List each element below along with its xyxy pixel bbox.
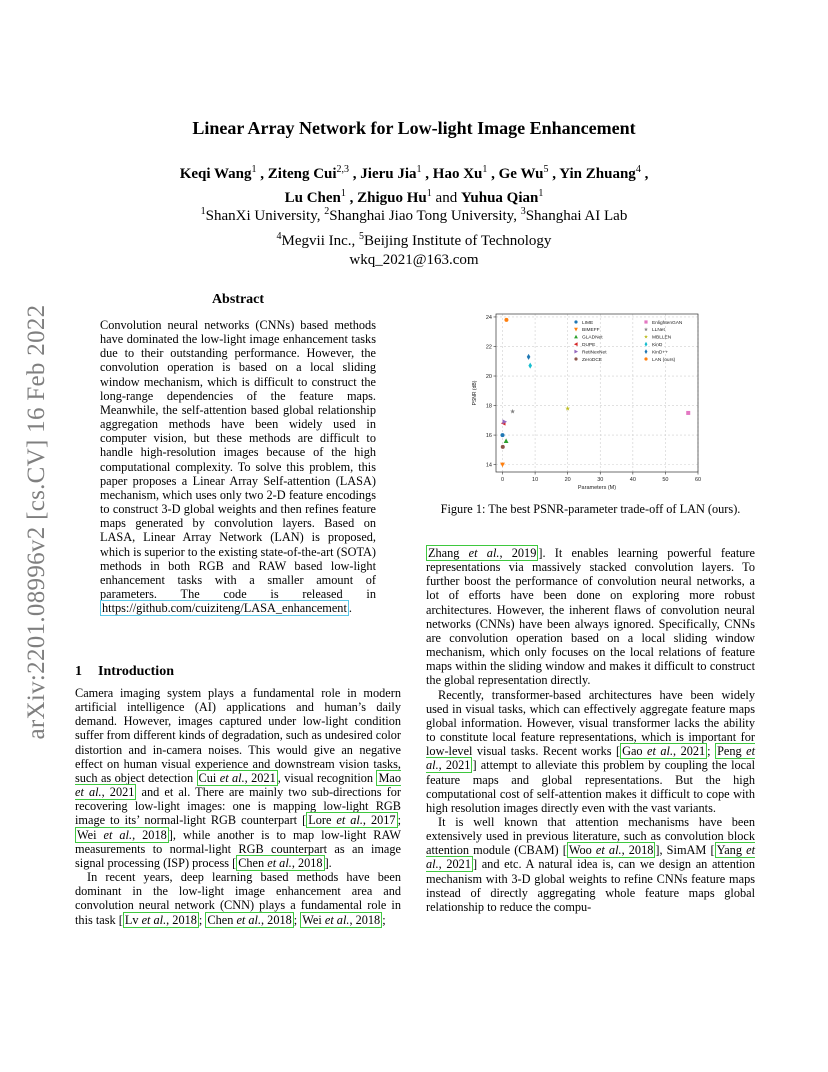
legend-label: ZeroDCE [582,357,602,363]
legend-label: LAN (ours) [652,357,676,363]
author-name: Lu Chen$^1$ [284,188,346,206]
code-link[interactable]: https://github.com/cuiziteng/LASA_enhancement [102,601,347,616]
abstract-text [100,318,376,615]
legend-label: KinD++ [652,350,668,356]
citation-link[interactable]: Zhang et al., 2019 [428,546,537,560]
legend-label: BIMEFF [582,328,600,334]
citation-link[interactable]: Lv et al., 2018 [124,912,197,927]
legend-marker [574,335,578,339]
author-name: Zhiguo Hu$^1$ [357,188,432,206]
right-column [426,546,755,914]
author-name: Yin Zhuang$^4$ [559,164,641,182]
author-name: Hao Xu$^1$ [432,164,488,182]
affiliations-line-2: $^4$Megvii Inc., $^5$Beijing Institute of Technology [276,230,552,249]
citation-link[interactable]: Cui et al., 2021 [198,770,276,785]
author-name: Keqi Wang$^1$ [179,164,257,182]
abstract-heading: Abstract [211,292,265,307]
legend-label: LIME [582,320,594,326]
abstract-end: . [348,601,352,616]
figure-caption: Figure 1: The best PSNR-parameter trade-off of LAN (ours). [440,502,741,516]
author-name: Jieru Jia$^1$ [360,164,422,182]
authors-line-1: Keqi Wang$^1$ , Ziteng Cui$^{2,3}$ , Jieru Jia$^1$ , Hao Xu$^1$ , Ge Wu$^5$ , Yin Zhuang$^4$ , [179,164,649,182]
and-word: and [431,190,461,206]
legend-label: DUPE [582,343,596,348]
affiliation-name: Shanghai Jiao Tong University [329,208,514,224]
citation-link[interactable]: Wei et al., 2018 [77,827,167,842]
x-tick-label: 30 [597,477,604,483]
author-name: Yuhua Qian$^1$ [460,188,544,206]
citation-link[interactable]: Woo et al., 2018 [568,843,654,858]
citation-link[interactable]: Wei et al., 2018 [302,912,381,927]
citation-link[interactable]: Gao et al., 2021 [622,744,706,759]
paper-title: Linear Array Network for Low-light Image Enhancement [192,118,636,138]
x-tick-label: 10 [532,477,539,483]
citation-link[interactable]: Peng et al., 2021 [426,744,755,773]
authors-line-2: Lu Chen$^1$ , Zhiguo Hu$^1$ and Yuhua Qian$^1$ [284,188,544,206]
y-tick-label: 14 [485,462,492,469]
arxiv-id-text: arXiv:2201.08996v2 [cs.CV] 16 Feb 2022 [23,304,50,740]
x-tick-label: 50 [662,477,669,483]
chart-svg [468,308,712,492]
y-tick-label: 24 [485,314,492,321]
y-axis-label: PSNR (dB) [472,380,478,406]
x-axis-label: Parameters (M) [577,485,617,491]
citation-link[interactable]: Chen et al., 2018 [207,912,292,927]
data-point [501,445,505,449]
citation-link[interactable]: Mao et al., 2021 [75,770,401,800]
section-number: 1 [75,664,82,679]
data-point [527,354,531,360]
right-paragraph-1: Zhang et al., 2019 ]. It enables learning powerful feature representations via massively stacked convolution layers. To further boost the performance of convolution neural networks, a lot of efforts have been done on exploring more robust architectures. However, the inherent flaws of convolution neural networks (CNNs) have been always ignored. Specifically, CNNs are convolution operation based on a local sliding window mechanism, which only focuses on the local relations of feature maps within the sliding window and makes it difficult to construct the global representation directly. [426,546,755,688]
affiliations-line-1: $^1$ShanXi University, $^2$Shanghai Jiao Tong University, $^3$Shanghai AI Lab [200,206,628,224]
abstract-body: Convolution neural networks (CNNs) based methods have dominated the low-light image enhancement tasks due to their outstanding performance. However, the convolution operation is based on a local sliding window mechanism, which is difficult to construct the long-range dependencies of the feature maps. Meanwhile, the self-attention based global relationship aggregation methods have been widely used in computer vision, but these methods are difficult to handle high-resolution images because of the high computational complexity. To solve this problem, this paper proposes a Linear Array Self-attention (LASA) mechanism, which uses only two 2-D feature encodings to construct 3-D global weights and then refines feature maps generated by convolution layers. Based on LASA, Linear Array Network (LAN) is proposed, which is superior to the existing state-of-the-art (SOTA) methods in both RGB and RAW based low-light enhancement tasks with a smaller amount of parameters. The code is released in [100,318,376,601]
y-tick-label: 16 [485,433,492,440]
intro-column [75,686,401,927]
author-name: Ge Wu$^5$ [498,164,549,182]
y-tick-label: 20 [485,374,492,381]
x-tick-label: 60 [694,477,702,483]
arxiv-identifier [24,282,50,762]
legend-label: KinD [652,343,663,348]
legend-marker [574,350,578,354]
legend-marker [574,320,577,323]
data-point [686,411,690,415]
legend-marker [644,335,648,339]
psnr-parameter-chart [468,308,712,492]
author-name: Ziteng Cui$^{2,3}$ [267,164,350,182]
legend-marker [644,320,647,323]
affiliations [100,202,728,271]
affiliation-name: Beijing Institute of Technology [364,232,552,249]
affiliation-name: ShanXi University [205,208,317,224]
x-tick-label: 0 [500,477,505,483]
legend-label: EnlightenGAN [652,320,683,326]
data-point [504,318,508,322]
legend-label: LLNet [652,328,665,334]
y-tick-label: 18 [485,403,492,410]
author-list [100,160,728,208]
citation-link[interactable]: Chen et al., 2018 [238,855,323,870]
data-point [504,438,509,443]
data-point [501,433,505,437]
data-point [565,406,570,411]
legend-marker [574,342,578,346]
legend-marker [574,357,577,360]
legend-marker [574,328,578,332]
right-paragraph-3: It is well known that attention mechanisms have been extensively used in previous literature, such as convolution block attention module (CBAM) [ Woo et al., 2018 ], SimAM [ Yang et al., 2021 ] and etc. A natural idea is, can we design an attention mechanism with 3-D global weights to refine CNNs feature maps instead of directly aggregating whole feature maps global relationship to reduce the compu- [426,814,755,914]
section-title: Introduction [98,664,174,679]
legend-marker [645,342,648,347]
legend-marker [645,349,648,354]
citation-link[interactable]: Yang et al., 2021 [426,843,755,872]
affiliation-name: Megvii Inc. [281,232,352,249]
legend-marker [644,357,647,360]
legend-label: RetiNexNet [582,350,607,356]
intro-paragraph-1: Camera imaging system plays a fundamental role in modern artificial intelligence (AI) applications and human’s daily demand. However, images captured under low-light condition suffer from different kinds of degradation, such as undesired color distortion and in-camera noises. This would give an negative effect on human visual experience and downstream vision tasks, such as object detection Cui et al., 2021 , visual recognition Mao et al., 2021 and et al. There are mainly two sub-directions for recovering low-light images: one is mapping low-light RGB image to its’ normal-light RGB counterpart [ Lore et al., 2017 ; Wei et al., 2018 ], while another is to map low-light RAW measurements to normal-light RGB counterpart as an image signal processing (ISP) process [ Chen et al., 2018 ]. [75,686,402,870]
x-tick-label: 20 [564,477,571,483]
legend-marker [644,327,648,331]
citation-link[interactable]: Lore et al., 2017 [308,813,396,828]
data-point [528,363,532,369]
section-heading-introduction [75,664,174,680]
legend-label: GLADNet [582,335,603,341]
x-tick-label: 40 [629,477,636,483]
email: wkq_2021@163.com [349,252,479,268]
y-tick-label: 22 [485,344,492,351]
legend-label: MBLLEN [652,335,672,341]
right-paragraph-2: Recently, transformer-based architectures have been widely used in visual tasks, which can effectively aggregate feature maps global information. However, visual transformer lacks the ability to constitute local feature representations, which is important for low-level visual tasks. Recent works [ Gao et al., 2021 ; Peng et al., 2021 ] attempt to alleviate this problem by coupling the local feature maps and global representations. But the high computational cost of self-attention makes it difficult to cope with high resolution images directly even with the vast variants. [426,687,755,815]
data-point [510,409,515,414]
affiliation-name: Shanghai AI Lab [525,208,628,224]
intro-paragraph-2: In recent years, deep learning based methods have been dominant in the low-light image enhancement area and convolution neural network (CNN) plays a fundamental role in this task [ Lv et al., 2018 ; Chen et al., 2018 ; Wei et al., 2018 ; [75,870,401,927]
